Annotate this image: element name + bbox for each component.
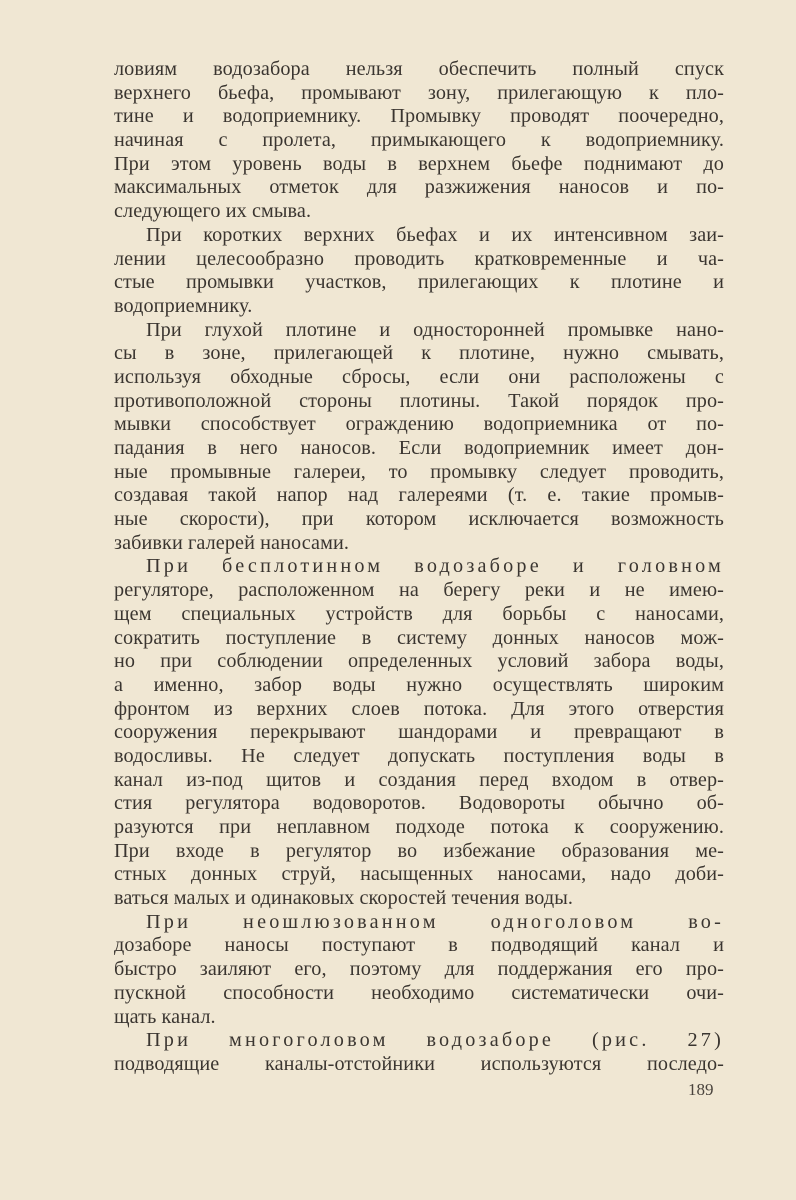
body-text xyxy=(114,58,724,1077)
text-line: сооружения перекрывают шандорами и превращают в xyxy=(114,721,724,744)
text-line: начиная с пролета, примыкающего к водоприемнику. xyxy=(114,129,724,152)
text-line: При бесплотинном водозаборе и головном xyxy=(146,555,724,578)
text-line: лении целесообразно проводить кратковременные и ча- xyxy=(114,247,724,270)
text-line: При неошлюзованном одноголовом во- xyxy=(146,910,724,933)
text-line: канал из-под щитов и создания перед входом в отвер- xyxy=(114,768,724,791)
text-line: При этом уровень воды в верхнем бьефе поднимают до xyxy=(114,152,724,175)
text-line: противоположной стороны плотины. Такой порядок про- xyxy=(114,389,724,412)
text-line: стных донных струй, насыщенных наносами, надо доби- xyxy=(114,863,724,886)
text-line: следующего их смыва. xyxy=(114,200,312,223)
text-line: сократить поступление в систему донных наносов мож- xyxy=(114,626,724,649)
text-line: но при соблюдении определенных условий забора воды, xyxy=(114,650,724,673)
text-line: создавая такой напор над галереями (т. е. такие промыв- xyxy=(114,484,724,507)
text-line: фронтом из верхних слоев потока. Для этого отверстия xyxy=(114,697,724,720)
text-line: разуются при неплавном подходе потока к сооружению. xyxy=(114,816,724,838)
text-line: быстро заиляют его, поэтому для поддержания его про- xyxy=(114,958,724,981)
text-line: подводящие каналы-отстойники используются последо- xyxy=(114,1052,724,1075)
page-number: 189 xyxy=(688,1080,714,1099)
text-line: стые промывки участков, прилегающих к плотине и xyxy=(114,271,724,294)
text-line: стия регулятора водоворотов. Водовороты обычно об- xyxy=(114,792,724,815)
text-line: ные скорости), при котором исключается возможность xyxy=(114,508,724,531)
text-line: мывки способствует ограждению водоприемника от по- xyxy=(114,413,724,436)
text-line: щать канал. xyxy=(114,1005,216,1028)
text-line: тине и водоприемнику. Промывку проводят поочередно, xyxy=(114,105,724,128)
text-line: щем специальных устройств для борьбы с наносами, xyxy=(114,602,724,625)
text-line: максимальных отметок для разжижения наносов и по- xyxy=(114,176,724,199)
text-line: падания в него наносов. Если водоприемник имеет дон- xyxy=(114,437,724,459)
text-line: При коротких верхних бьефах и их интенсивном заи- xyxy=(146,223,724,246)
text-line: ваться малых и одинаковых скоростей течения воды. xyxy=(114,887,574,910)
text-line: забивки галерей наносами. xyxy=(114,531,350,554)
text-line: сы в зоне, прилегающей к плотине, нужно смывать, xyxy=(114,342,724,365)
text-line: регуляторе, расположенном на берегу реки и не имею- xyxy=(114,579,724,602)
text-line: водосливы. Не следует допускать поступления воды в xyxy=(114,744,724,767)
text-line: При многоголовом водозаборе (рис. 27) xyxy=(146,1029,724,1052)
text-line: верхнего бьефа, промывают зону, прилегающую к пло- xyxy=(114,81,724,104)
text-line: дозаборе наносы поступают в подводящий канал и xyxy=(114,934,724,957)
text-line: пускной способности необходимо систематически очи- xyxy=(114,981,724,1004)
text-line: При входе в регулятор во избежание образования ме- xyxy=(114,839,724,862)
text-line: используя обходные сбросы, если они расположены с xyxy=(114,365,724,388)
text-line: ловиям водозабора нельзя обеспечить полный спуск xyxy=(114,58,724,80)
text-line: водоприемнику. xyxy=(114,294,253,317)
text-line: а именно, забор воды нужно осуществлять широким xyxy=(114,673,724,696)
text-line: При глухой плотине и односторонней промывке нано- xyxy=(146,318,724,341)
text-line: ные промывные галереи, то промывку следует проводить, xyxy=(114,460,724,483)
